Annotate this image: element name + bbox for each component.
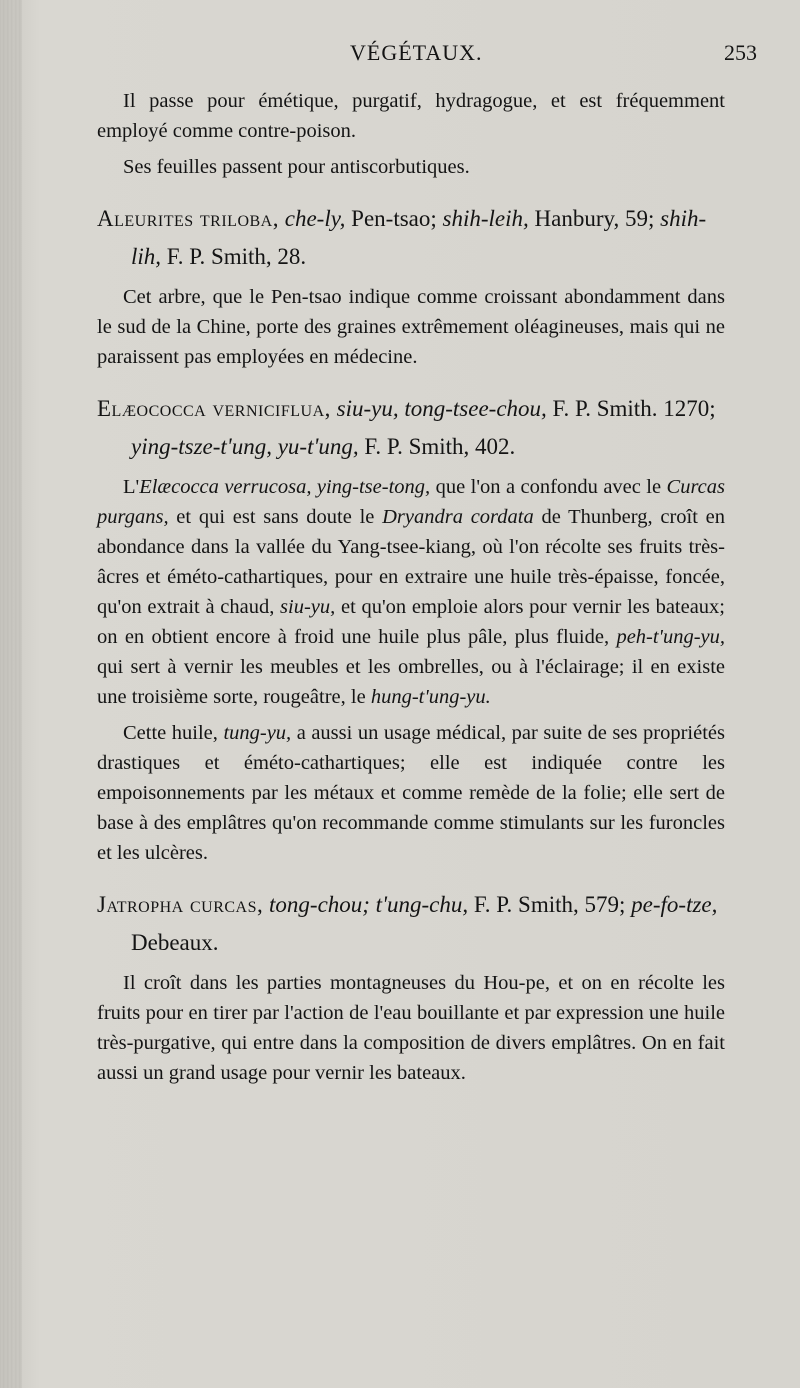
chinese-name: che-ly,	[284, 206, 346, 231]
reference-text: F. P. Smith, 402.	[358, 434, 516, 459]
chinese-name: pe-fo-tze,	[631, 892, 718, 917]
body-paragraph: Il passe pour émétique, purgatif, hydragogue, et est fréquemment employé comme contre-poison.	[97, 90, 725, 142]
text-run: a aussi un usage médical, par suite de ses propriétés drastiques et éméto-cathartiques; elle est indiquée contre les empoisonnements par les métaux et comme remède de la folie; elle sert de base à des emplâtres qu'on recommande comme stimulants sur les furoncles et les ulcères.	[97, 722, 725, 864]
reference-text: F. P. Smith. 1270;	[546, 396, 716, 421]
italic-term: siu-yu,	[280, 596, 336, 618]
running-title: VÉGÉTAUX.	[350, 40, 483, 65]
reference-text: Hanbury, 59;	[528, 206, 661, 231]
running-head	[0, 40, 800, 80]
species-entry-heading	[73, 390, 725, 466]
reference-text: Pen-tsao;	[345, 206, 443, 231]
body-paragraph: Ses feuilles passent pour antiscorbutiques.	[123, 156, 470, 178]
italic-term: hung-t'ung-yu.	[370, 686, 491, 708]
text-run: et qu'on emploie alors pour vernir les bateaux; on en obtient encore à froid une huile plus pâle, plus fluide,	[97, 596, 726, 648]
species-entry-heading	[73, 886, 725, 962]
body-paragraph	[97, 472, 725, 712]
italic-term: Dryandra cordata	[382, 506, 534, 528]
page-number: 253	[724, 40, 757, 65]
chinese-name: tong-chou; t'ung-chu,	[269, 892, 469, 917]
body-paragraph: Cet arbre, que le Pen-tsao indique comme croissant abondamment dans le sud de la Chine, porte des graines extrêmement oléagineuses, mais qui ne paraissent pas employées en médecine.	[97, 286, 725, 368]
text-run: que l'on a confondu avec le	[430, 476, 667, 498]
text-run: qui sert à vernir les meubles et les ombrelles, ou à l'éclairage; il en existe une troisième sorte, rougeâtre, le	[97, 656, 725, 708]
text-run: L'	[123, 476, 140, 498]
text-run: de Thunberg, croît en abondance dans la vallée du Yang-tsee-kiang, où l'on récolte ses fruits très-âcres et éméto-cathartiques, pour en extraire une huile très-épaisse, foncée, qu'on extrait à chaud,	[97, 506, 725, 618]
italic-term: Curcas purgans,	[97, 476, 725, 528]
reference-text: Debeaux.	[131, 930, 219, 955]
species-name: Elæococca verniciflua,	[97, 396, 331, 421]
chinese-name: siu-yu, tong-tsee-chou,	[336, 396, 547, 421]
chinese-name: ying-tsze-t'ung, yu-t'ung,	[131, 434, 359, 459]
italic-term: tung-yu,	[223, 722, 292, 744]
reference-text: F. P. Smith, 579;	[468, 892, 632, 917]
text-run: et qui est sans doute le	[168, 506, 383, 528]
binding-gutter	[0, 0, 22, 1388]
chinese-name: shih-lih,	[131, 206, 707, 269]
species-name: Aleurites triloba,	[97, 206, 279, 231]
page-text	[97, 86, 725, 1094]
reference-text: F. P. Smith, 28.	[161, 244, 307, 269]
chinese-name: shih-leih,	[442, 206, 529, 231]
italic-term: peh-t'ung-yu,	[616, 626, 725, 648]
text-run: Cette huile,	[123, 722, 224, 744]
species-name: Jatropha curcas,	[97, 892, 264, 917]
body-paragraph: Il croît dans les parties montagneuses du Hou-pe, et on en récolte les fruits pour en tirer par l'action de l'eau bouillante et par expression une huile très-purgative, qui entre dans la composition de divers emplâtres. On en fait aussi un grand usage pour vernir les bateaux.	[97, 972, 725, 1084]
italic-term: Elæcocca verrucosa, ying-tse-tong,	[139, 476, 431, 498]
species-entry-heading	[73, 200, 725, 276]
body-paragraph	[97, 718, 725, 868]
